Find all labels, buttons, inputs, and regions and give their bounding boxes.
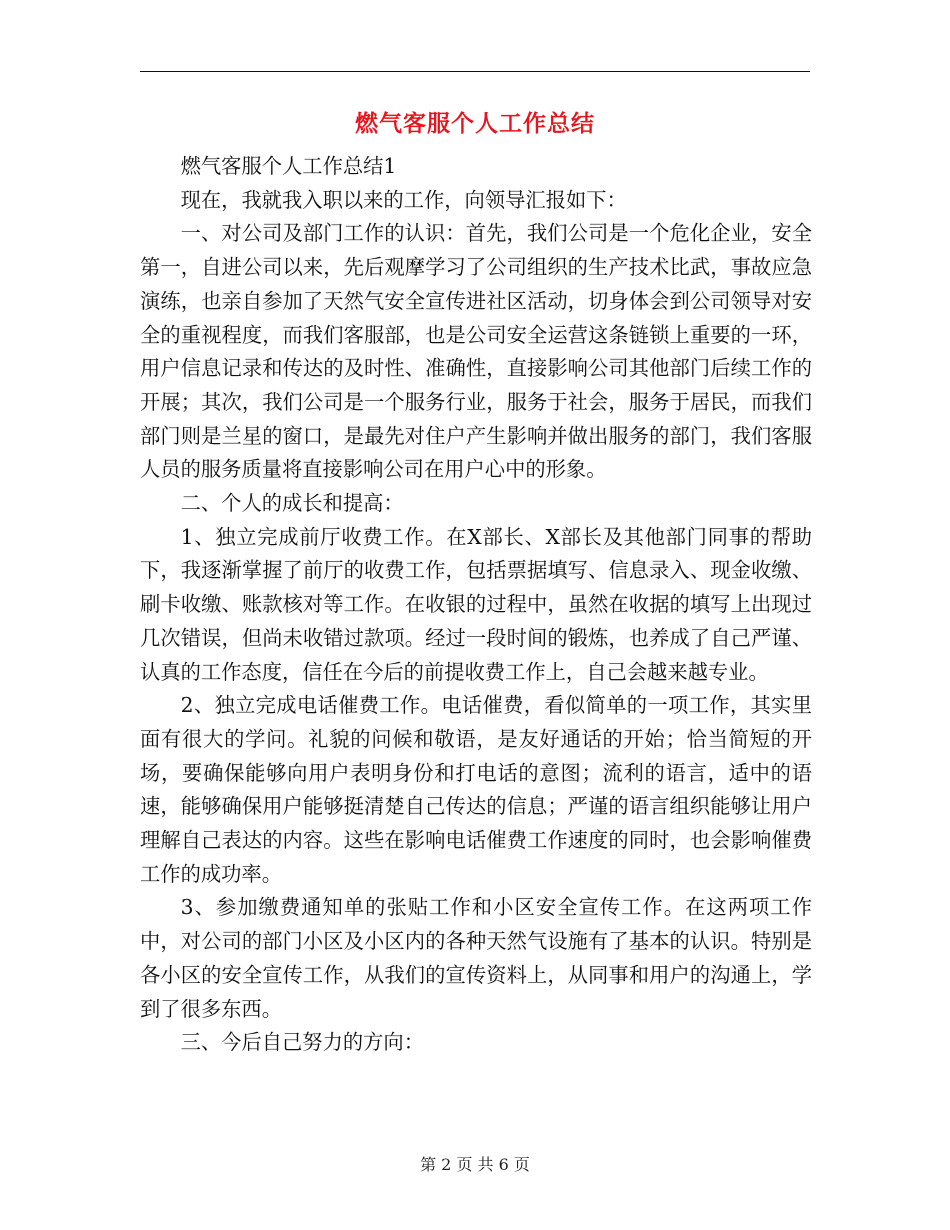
paragraph-item-3: 3、参加缴费通知单的张贴工作和小区安全宣传工作。在这两项工作中，对公司的部门小区及小区内的各种天然气设施有了基本的认识。特别是各小区的安全宣传工作，从我们的宣传资料上，从同事和用户的沟通上，学到了很多东西。 bbox=[140, 895, 812, 1021]
document-body bbox=[140, 150, 812, 1060]
paragraph-section-1: 一、对公司及部门工作的认识：首先，我们公司是一个危化企业，安全第一，自进公司以来，先后观摩学习了公司组织的生产技术比武，事故应急演练，也亲自参加了天然气安全宣传进社区活动，切身体会到公司领导对安全的重视程度，而我们客服部，也是公司安全运营这条链锁上重要的一环，用户信息记录和传达的及时性、准确性，直接影响公司其他部门后续工作的开展；其次，我们公司是一个服务行业，服务于社会，服务于居民，而我们部门则是兰星的窗口，是最先对住户产生影响并做出服务的部门，我们客服人员的服务质量将直接影响公司在用户心中的形象。 bbox=[140, 221, 812, 482]
paragraph-item-2: 2、独立完成电话催费工作。电话催费，看似简单的一项工作，其实里面有很大的学问。礼貌的问候和敬语，是友好通话的开始；恰当简短的开场，要确保能够向用户表明身份和打电话的意图；流利的语言，适中的语速，能够确保用户能够挺清楚自己传达的信息；严谨的语言组织能够让用户理解自己表达的内容。这些在影响电话催费工作速度的同时，也会影响催费工作的成功率。 bbox=[140, 693, 812, 886]
page-number: 第 2 页 共 6 页 bbox=[420, 1155, 530, 1174]
paragraph-section-3-heading: 三、今后自己努力的方向： bbox=[180, 1030, 424, 1055]
paragraph-intro: 现在，我就我入职以来的工作，向领导汇报如下： bbox=[180, 187, 627, 212]
document-title: 燃气客服个人工作总结 bbox=[355, 110, 595, 137]
header-rule bbox=[140, 71, 810, 72]
paragraph-section-2-heading: 二、个人的成长和提高： bbox=[180, 491, 404, 516]
paragraph-subtitle: 燃气客服个人工作总结1 bbox=[180, 154, 397, 178]
paragraph-item-1: 1、独立完成前厅收费工作。在X部长、X部长及其他部门同事的帮助下，我逐渐掌握了前厅的收费工作，包括票据填写、信息录入、现金收缴、刷卡收缴、账款核对等工作。在收银的过程中，虽然在收据的填写上出现过几次错误，但尚未收错过款项。经过一段时间的锻炼，也养成了自己严谨、认真的工作态度，信任在今后的前提收费工作上，自己会越来越专业。 bbox=[140, 524, 812, 684]
